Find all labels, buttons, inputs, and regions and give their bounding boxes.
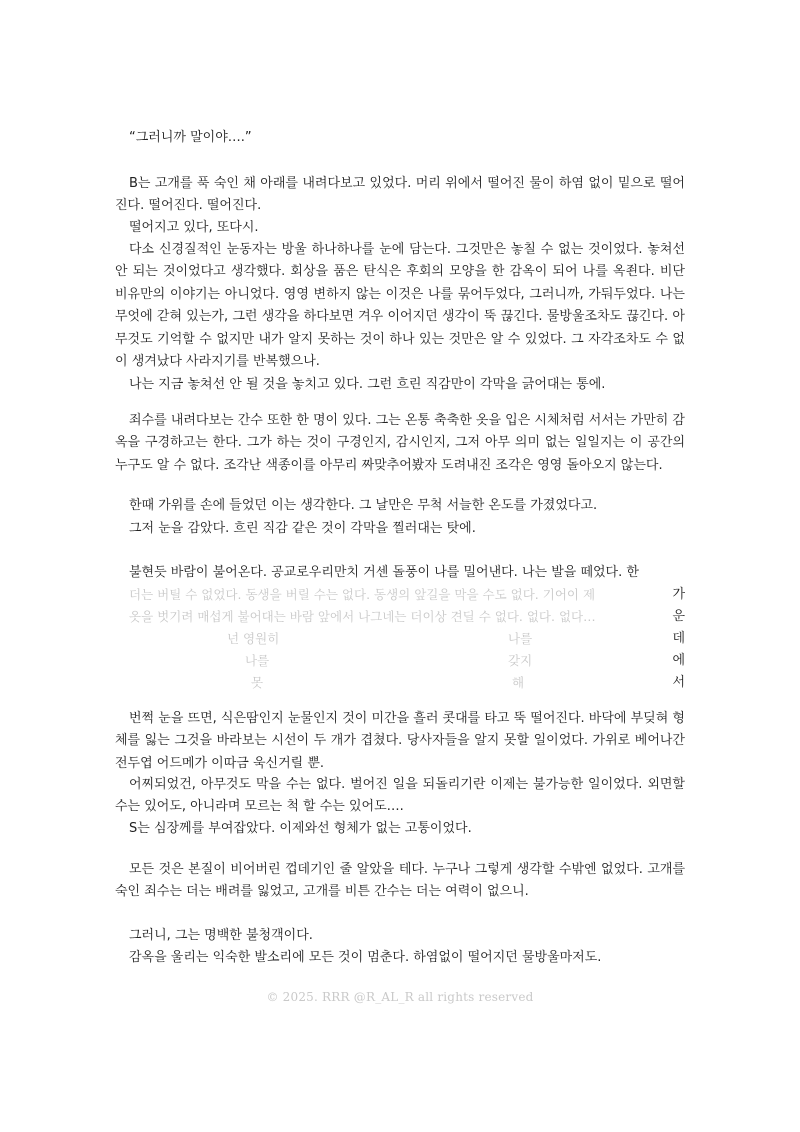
- paragraph-15: 감옥을 울리는 익숙한 발소리에 모든 것이 멈춘다. 하염없이 떨어지던 물방울마저도.: [129, 950, 602, 965]
- faint-text-block: [115, 584, 685, 696]
- paragraph-3: 떨어지고 있다, 또다시.: [129, 220, 259, 235]
- paragraph-8: 그저 눈을 감았다. 흐린 직감 같은 것이 각막을 찔러대는 탓에.: [129, 521, 476, 536]
- paragraph-9: 불현듯 바람이 불어온다. 공교로우리만치 거센 돌풍이 나를 밀어낸다. 나는 발을 떼었다. 한: [129, 565, 639, 580]
- vertical-char-1: 가: [672, 587, 685, 602]
- faint-word-3: 나를: [508, 631, 533, 646]
- faint-line-1: 더는 버틸 수 없었다. 동생을 버릴 수는 없다. 동생의 앞길을 막을 수도 없다. 기어이 제: [129, 587, 596, 602]
- paragraph-12: S는 심장께를 부여잡았다. 이제와선 형체가 없는 고통이었다.: [129, 821, 472, 836]
- faint-word-2: 나를: [245, 653, 270, 668]
- faint-line-2: 옷을 벗기려 매섭게 불어대는 바람 앞에서 나그네는 더이상 견딜 수 없다. 없다. 없다…: [129, 609, 596, 624]
- paragraph-4: 다소 신경질적인 눈동자는 방울 하나하나를 눈에 담는다. 그것만은 놓칠 수 없는 것이었다. 놓쳐선 안 되는 것이었다고 생각했다. 회상을 품은 탄식은 후회의 모양을 한 감옥이 되어 나를 옥죈다. 비단 비유만의 이야기는 아니었다. 영영 변하지 않는 이것은 나를 묶어두었다, 그러니까, 가둬두었다. 나는 무엇에 갇혀 있는가, 그런 생각을 하다보면 겨우 이어지던 생각이 뚝 끊긴다. 물방울조차도 끊긴다. 아무것도 기억할 수 없지만 내가 알지 못하는 것이 하나 있는 것만은 알 수 있었다. 그 자각조차도 수 없이 생겨났다 사라지기를 반복했으나.: [115, 242, 685, 370]
- paragraph-5: 나는 지금 놓쳐선 안 될 것을 놓치고 있다. 그런 흐린 직감만이 각막을 긁어대는 통에.: [129, 377, 606, 392]
- faint-word-5: 못: [251, 675, 264, 690]
- vertical-char-2: 운: [672, 609, 685, 624]
- paragraph-10: 번쩍 눈을 뜨면, 식은땀인지 눈물인지 것이 미간을 흘러 콧대를 타고 뚝 떨어진다. 바닥에 부딪혀 형체를 잃는 그것을 바라보는 시선이 두 개가 겹쳤다. 당사자들을 알지 못할 일이었다. 가위로 베어나간 전두엽 어드메가 이따금 욱신거릴 뿐.: [115, 711, 685, 771]
- vertical-char-3: 데: [672, 631, 685, 646]
- vertical-char-5: 서: [672, 675, 685, 690]
- copyright-footer: © 2025. RRR @R_AL_R all rights reserved: [266, 990, 534, 1004]
- paragraph-7: 한때 가위를 손에 들었던 이는 생각한다. 그 날만은 무척 서늘한 온도를 가졌었다고.: [129, 498, 598, 513]
- paragraph-13: 모든 것은 본질이 비어버린 껍데기인 줄 알았을 테다. 누구나 그렇게 생각할 수밖엔 없었다. 고개를 숙인 죄수는 더는 배려를 잃었고, 고개를 비튼 간수는 더는 여력이 없으니.: [115, 862, 685, 900]
- paragraph-14: 그러니, 그는 명백한 불청객이다.: [129, 928, 313, 943]
- faint-word-6: 해: [512, 675, 525, 690]
- vertical-char-4: 에: [672, 653, 685, 668]
- paragraph-2: B는 고개를 푹 숙인 채 아래를 내려다보고 있었다. 머리 위에서 떨어진 물이 하염 없이 밑으로 떨어진다. 떨어진다. 떨어진다.: [115, 176, 685, 214]
- faint-word-1: 넌 영원히: [227, 631, 280, 646]
- paragraph-11: 어찌되었건, 아무것도 막을 수는 없다. 벌어진 일을 되돌리기란 이제는 불가능한 일이었다. 외면할 수는 있어도, 아니라며 모르는 척 할 수는 있어도….: [115, 777, 685, 815]
- paragraph-6: 죄수를 내려다보는 간수 또한 한 명이 있다. 그는 온통 축축한 옷을 입은 시체처럼 서서는 가만히 감옥을 구경하고는 한다. 그가 하는 것이 구경인지, 감시인지, 그저 아무 의미 없는 일일지는 이 공간의 누구도 알 수 없다. 조각난 색종이를 아무리 짜맞추어봤자 도려내진 조각은 영영 돌아오지 않는다.: [115, 413, 685, 473]
- faint-word-4: 갖지: [508, 653, 533, 668]
- paragraph-1: “그러니까 말이야….”: [129, 130, 252, 145]
